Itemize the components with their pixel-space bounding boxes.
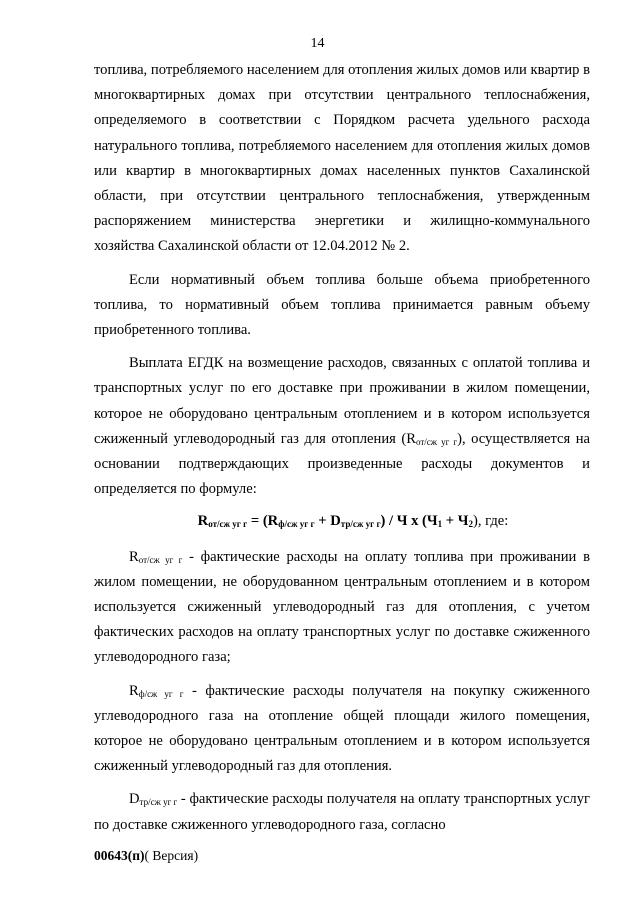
formula-eq: = (R — [247, 513, 279, 530]
formula-rf-sub: ф/сж уг г — [278, 519, 315, 530]
formula-plus2: + Ч — [442, 513, 469, 530]
definition-r-ot-symbol: R — [129, 548, 139, 565]
definition-d-tr-sub: тр/сж уг г — [139, 797, 178, 808]
formula-end: ), где: — [472, 513, 509, 530]
egdk-subscript: от/сж уг г — [415, 436, 458, 447]
definition-r-f — [94, 679, 590, 780]
definition-r-f-text: - фактические расходы получателя на покупку сжиженного углеводородного газа на отопление общей площади жилого помещения, которое не оборудовано центральным отоплением и в котором используется сжиженный углеводородный газ для отопления. — [94, 682, 590, 775]
formula-plus: + D — [314, 513, 341, 530]
paragraph-normative-volume: Если нормативный объем топлива больше объема приобретенного топлива, то нормативный объем топлива принимается равным объему приобретенного топлива. — [94, 271, 590, 339]
definition-r-f-symbol: R — [129, 682, 139, 699]
document-version: ( Версия) — [144, 848, 199, 863]
page-number: 14 — [310, 36, 325, 51]
formula-d-sub: тр/сж уг г — [340, 519, 381, 530]
definition-r-ot-text: - фактические расходы на оплату топлива при проживании в жилом помещении, не оборудованном центральным отоплением и в котором используется сжиженный углеводородный газ для отопления, с учетом фактических расходов на оплату транспортных услуг по доставке сжиженного углеводородного газа; — [94, 548, 590, 666]
egdk-text-start: Выплата ЕГДК на возмещение расходов, связанных с оплатой топлива и транспортных услуг по его доставке при проживании в жилом помещении, которое не оборудовано центральным отоплением и в котором используется сжиженный углеводородный газ для отопления (R — [94, 355, 590, 447]
formula-tail: ) / Ч x (Ч — [380, 513, 438, 530]
paragraph-fuel-norm: топлива, потребляемого населением для отопления жилых домов или квартир в многоквартирных домах при отсутствии центрального теплоснабжения, определяемого в соответствии с Порядком расчета удельного расхода натурального топлива, потребляемого населением для отопления жилых домов или квартир в многоквартирных домах населенных пунктов Сахалинской области, при отсутствии центрального теплоснабжения, утвержденным распоряжением министерства энергетики и жилищно-коммунального хозяйства Сахалинской области от 12.04.2012 № 2. — [94, 62, 590, 255]
egdk-text-end: ), осуществляется на основании подтверждающих произведенные расходы документов и определяется по формуле: — [94, 430, 590, 498]
formula — [116, 509, 590, 534]
document-body — [94, 58, 590, 838]
formula-ch2-sub: 2 — [468, 519, 473, 530]
definition-d-tr — [94, 787, 590, 837]
definition-r-f-sub: ф/сж уг г — [138, 688, 184, 699]
definition-r-ot — [94, 545, 590, 671]
formula-r: R — [197, 513, 209, 530]
formula-ch1-sub: 1 — [437, 519, 443, 530]
definition-r-ot-sub: от/сж уг г — [138, 554, 183, 565]
paragraph-egdk-payment — [94, 351, 590, 502]
definition-d-tr-symbol: D — [129, 791, 140, 808]
formula-r-sub: от/сж уг г — [208, 519, 248, 530]
document-code: 00643(п) — [94, 848, 145, 863]
definition-d-tr-text: - фактические расходы получателя на оплату транспортных услуг по доставке сжиженного углеводородного газа, согласно — [94, 791, 590, 833]
document-footer — [94, 848, 198, 864]
